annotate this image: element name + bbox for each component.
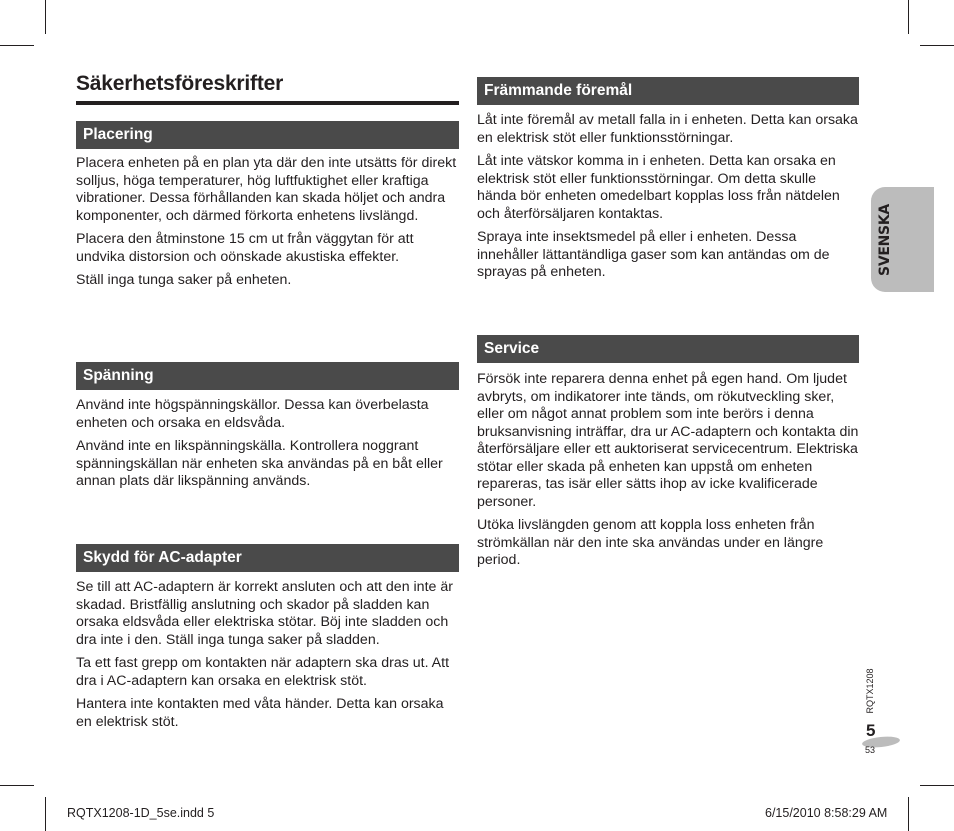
paragraph: Använd inte högspänningskällor. Dessa kan överbelasta enheten och orsaka en eldsvåda. [76, 397, 429, 431]
section-body-placering [76, 155, 459, 296]
paragraph: Se till att AC-adaptern är korrekt ansluten och att den inte är skadad. Bristfällig anslutning och skador på sladden kan orsaka eldsvåda eller elektriska stötar. Böj inte sladden och dra inte i den. Ställ inga tunga saker på sladden. [76, 579, 453, 648]
section-heading-frammande: Främmande föremål [477, 77, 859, 105]
section-heading-skydd: Skydd för AC-adapter [76, 544, 459, 572]
page-title: Säkerhetsföreskrifter [76, 72, 284, 95]
page-number: 5 [866, 721, 876, 740]
footer-timestamp: 6/15/2010 8:58:29 AM [765, 806, 888, 820]
paragraph: Låt inte föremål av metall falla in i enheten. Detta kan orsaka en elektrisk stöt eller funktionsstörningar. [477, 112, 858, 146]
language-tab-label [868, 204, 902, 276]
footer-file: RQTX1208-1D_5se.indd 5 [67, 806, 215, 820]
crop-mark [45, 797, 46, 831]
crop-mark [908, 797, 909, 831]
paragraph: Placera den åtminstone 15 cm ut från väggytan för att undvika distorsion och oönskade akustiska effekter. [76, 231, 414, 265]
doc-code [853, 668, 887, 714]
paragraph: Placera enheten på en plan yta där den inte utsätts för direkt solljus, höga temperaturer, hög luftfuktighet eller kraftiga vibrationer. Dessa förhållanden kan skada höljet och andra komponenter, och därmed förkorta enhetens livslängd. [76, 155, 457, 224]
section-body-frammande [477, 112, 859, 288]
section-heading-placering: Placering [76, 121, 459, 149]
paragraph: Utöka livslängden genom att koppla loss enheten från strömkällan när den inte ska användas under en längre period. [477, 517, 824, 568]
section-body-spanning [76, 397, 459, 497]
paragraph: Använd inte en likspänningskälla. Kontrollera noggrant spänningskällan när enheten ska användas på en båt eller annan plats där likspänning används. [76, 438, 443, 489]
paragraph: Försök inte reparera denna enhet på egen hand. Om ljudet avbryts, om indikatorer inte tänds, om rökutveckling sker, eller om något annat problem som inte berörs i denna bruksanvisning inträffar, dra ur AC-adaptern och kontakta din återförsäljare eller ett auktoriserat servicecentrum. Elektriska stötar eller skada på enheten kan uppstå om enheten repareras, tas isär eller sätts ihop av icke kvalificerade personer. [477, 371, 859, 510]
crop-mark [0, 45, 34, 46]
section-heading-spanning: Spänning [76, 362, 459, 390]
paragraph: Låt inte vätskor komma in i enheten. Detta kan orsaka en elektrisk stöt eller funktionsstörningar. Om detta skulle hända bör enheten omedelbart kopplas loss från nätdelen och återförsäljaren kontaktas. [477, 153, 840, 222]
crop-mark [920, 45, 954, 46]
page-sub-number: 53 [865, 745, 876, 755]
doc-code-text: RQTX1208 [865, 668, 875, 714]
section-body-service [477, 371, 859, 576]
paragraph: Spraya inte insektsmedel på eller i enheten. Dessa innehåller lättantändliga gaser som kan antändas om de sprayas på enheten. [477, 229, 830, 280]
title-rule [76, 101, 459, 105]
section-body-skydd [76, 579, 459, 737]
paragraph: Ställ inga tunga saker på enheten. [76, 272, 292, 288]
paragraph: Hantera inte kontakten med våta händer. Detta kan orsaka en elektrisk stöt. [76, 696, 444, 730]
crop-mark [908, 0, 909, 34]
crop-mark [0, 785, 34, 786]
section-heading-service: Service [477, 335, 859, 363]
crop-mark [920, 785, 954, 786]
paragraph: Ta ett fast grepp om kontakten när adaptern ska dras ut. Att dra i AC-adaptern kan orsaka en elektrisk stöt. [76, 655, 450, 689]
crop-mark [45, 0, 46, 34]
language-tab-text: SVENSKA [877, 204, 893, 276]
